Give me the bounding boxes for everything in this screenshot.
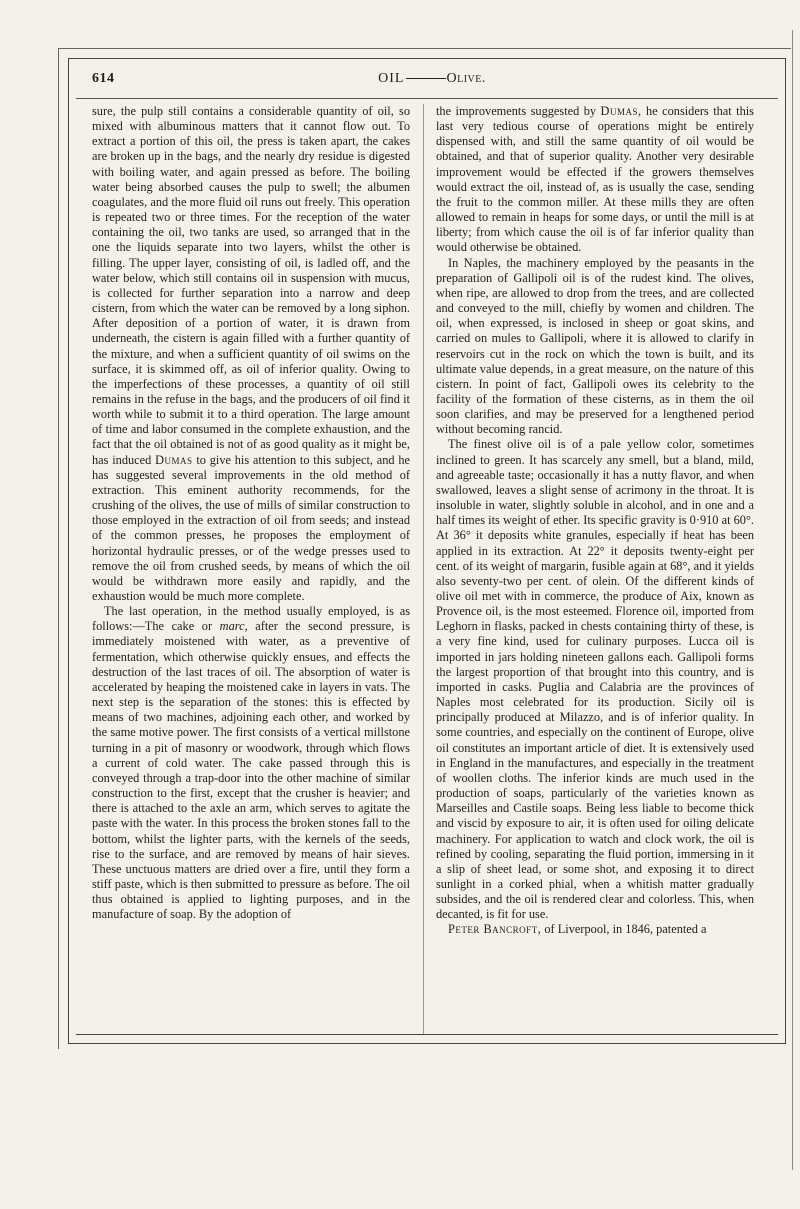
bottom-rule xyxy=(76,1034,778,1035)
paragraph xyxy=(92,604,410,922)
text-run: The last operation, in the method usually employed, is as follows:—The cake or xyxy=(92,604,410,634)
paragraph xyxy=(436,104,754,256)
page-number: 614 xyxy=(92,71,115,86)
italic-term: marc, xyxy=(219,619,248,634)
column-divider xyxy=(423,104,424,1034)
paragraph: The finest olive oil is of a pale yellow color, sometimes inclined to green. It has scarcely any smell, but a bland, mild, and agreeable taste; occasionally it has a nutty flavor, and when swallowed, leaves a slight sense of acrimony in the throat. It is insoluble in water, slightly soluble in alcohol, and in one and a half times its weight of ether. Its specific gravity is 0·910 at 60°. At 36° it deposits white granules, especially if heat has been applied in its extraction. At 22° it deposits twenty-eight per cent. of its weight of margarin, fusible again at 68°, and it yields also seventy-two per cent. of olein. Of the different kinds of olive oil met with in commerce, the produce of Aix, known as Provence oil, is the most esteemed. Florence oil, imported from Leghorn in flasks, packed in chests containing thirty of these, is a very fine kind, used for culinary purposes. Lucca oil is imported in jars holding nineteen gallons each. Gallipoli forms the largest proportion of that brought into this country, and is imported in casks. Puglia and Calabria are the provinces of Naples most celebrated for its production. Sicily oil is principally produced at Milazzo, and is of inferior quality. In some countries, and especially on the continent of Europe, olive oil constitutes an important article of diet. It is extensively used in England in the manufactures, and especially in the treatment of woollen cloths. The inferior kinds are much used in the production of soaps, particularly of the varieties known as Marseilles and Castile soaps. Being less liable to become thick and viscid by exposure to air, it is often used for oiling delicate machinery. For application to watch and clock work, the oil is refined by cooling, separating the fluid portion, immersing in it a slip of sheet lead, or some shot, and exposing it to direct sunlight in a corked phial, when a whitish matter gradually subsides, and the oil is rendered clear and colorless. This, when decanted, is fit for use. xyxy=(436,437,754,922)
author-name: Dumas, xyxy=(600,104,642,118)
page-header xyxy=(92,66,772,92)
left-column xyxy=(92,104,410,922)
paragraph: In Naples, the machinery employed by the peasants in the preparation of Gallipoli oil is of the rudest kind. The olives, when ripe, are allowed to drop from the trees, and are collected and conveyed to the mill, chiefly by women and children. The oil, when expressed, is inclosed in sheep or goat skins, and carried on mules to Gallipoli, where it is allowed to clarify in reservoirs cut in the rock on which the town is built, and its ultimate value depends, in a great measure, on the nature of this cistern. In point of fact, Gallipoli owes its celebrity to the facility of the formation of these cisterns, as in them the oil soon clarifies, and may be preserved for a lengthened period without becoming rancid. xyxy=(436,255,754,437)
paragraph xyxy=(92,104,410,604)
right-column xyxy=(436,104,754,938)
text-run: sure, the pulp still contains a considerable quantity of oil, so mixed with albuminous matters that it cannot flow out. To extract a portion of this oil, the press is taken apart, the cakes are broken up in the bags, and the nearly dry residue is digested with boiling water, and again pressed as before. The boiling water being absorbed causes the pulp to swell; the albumen coagulates, and the more fluid oil runs out freely. This operation is repeated two or three times. For the reception of the water containing the oil, two tanks are used, so arranged that in the one the liquids separate into two layers, whilst the other is filling. The upper layer, consisting of oil, is ladled off, and the water below, which still contains oil in suspension with mucus, is collected for further separation into a narrow and deep cistern, from which the water can be removed by a long siphon. After deposition of a portion of water, it is drawn from underneath, the cistern is again filled with a further quantity of the mixture, and when a sufficient quantity of oil swims on the surface, it is skimmed off, as oil of inferior quality. Owing to the imperfections of these processes, a quantity of oil still remains in the refuse in the bags, and the producers of oil find it worth while to submit it to a third operation. The large amount of time and labor consumed in the complete exhaustion, and the fact that the oil obtained is not of as good quality as it might be, has induced xyxy=(92,104,410,467)
right-edge-rule xyxy=(792,30,793,1170)
author-name: Peter Bancroft, xyxy=(448,922,542,937)
author-name: Dumas xyxy=(155,452,193,467)
text-run: to give his attention to this subject, and he has suggested several improvements in the old method of extraction. This eminent authority recommends, for the crushing of the olives, the use of mills of similar construction to those employed in the extraction of oil from seeds; and instead of the common presses, he proposes the employment of horizontal hydraulic presses, or of the wedge presses used to remove the oil from crushed seeds, by means of which the oil would be withdrawn more easily and rapidly, and the exhaustion would be much more complete. xyxy=(92,452,410,603)
running-head-dash xyxy=(406,78,446,79)
text-run: the improvements suggested by xyxy=(436,104,597,118)
text-run: he considers that this last very tedious course of operations might be entirely dispensed with, and still the same quantity of oil would be obtained, and that of superior quality. Another very desirable improvement would be effected if the growers themselves would extract the oil, instead of, as is usually the case, sending the fruit to the common miller. At these mills they are often allowed to remain in heaps for some days, or until the mill is at liberty; from which cause the oil is of far inferior quality than would otherwise be obtained. xyxy=(436,104,754,255)
text-run: after the second pressure, is immediately moistened with water, as a preventive of fermentation, which otherwise quickly ensues, and effects the destruction of the last traces of oil. The absorption of water is accelerated by heaping the moistened cake in layers in vats. The next step is the separation of the stones: this is effected by means of two machines, adjoining each other, and worked by the same motive power. The first consists of a vertical millstone turning in a pit of masonry or woodwork, through which flows a current of cold water. The cake passed through this is conveyed through a trap-door into the other machine of similar construction to the first, except that the crusher is heavier; and there is attached to the axle an arm, which serves to agitate the paste with the water. In this process the broken stones fall to the bottom, whilst the lighter parts, with the kernels of the seeds, rise to the surface, and are removed by means of hair sieves. These unctuous matters are dried over a fire, until they form a stiff paste, which is then submitted to pressure as before. The oil thus obtained is applied to lighting purposes, and in the manufacture of soap. By the adoption of xyxy=(92,619,411,922)
running-head-right: Olive. xyxy=(446,71,486,86)
running-head-left: OIL xyxy=(378,71,405,86)
text-run: of Liverpool, in 1846, patented a xyxy=(544,922,707,937)
running-head xyxy=(92,71,772,87)
header-rule xyxy=(76,98,778,99)
paragraph xyxy=(436,922,754,937)
